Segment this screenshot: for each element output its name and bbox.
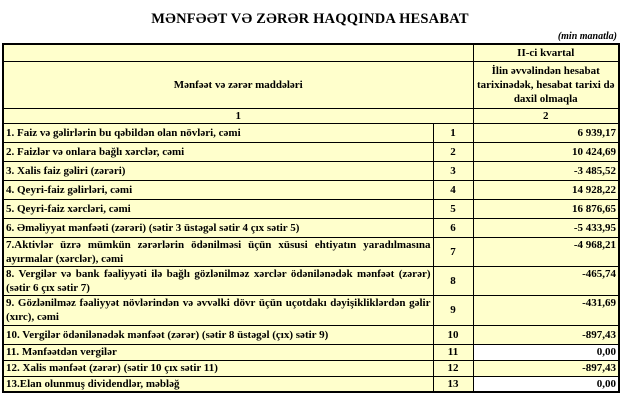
- row-number: 4: [433, 181, 473, 200]
- column-index-items: 1: [3, 109, 473, 124]
- row-label: 6. Əməliyyat mənfəəti (zərəri) (sətir 3 üstəgəl sətir 4 çıx sətir 5): [3, 219, 433, 238]
- row-number: 6: [433, 219, 473, 238]
- row-label: 10. Vergilər ödənilənədək mənfəət (zərər) (sətir 8 üstəgəl (çıx) sətir 9): [3, 325, 433, 344]
- table-row: [3, 219, 619, 238]
- row-number: 5: [433, 200, 473, 219]
- row-number: 13: [433, 376, 473, 392]
- row-label: 3. Xalis faiz gəliri (zərəri): [3, 162, 433, 181]
- table-row: [3, 267, 619, 296]
- table-row: [3, 376, 619, 392]
- row-value: -5 433,95: [473, 219, 619, 238]
- row-value: 14 928,22: [473, 181, 619, 200]
- table-body: [3, 124, 619, 392]
- profit-loss-table: [2, 43, 620, 393]
- row-number: 1: [433, 124, 473, 143]
- page-title: MƏNFƏƏT VƏ ZƏRƏR HAQQINDA HESABAT: [151, 11, 469, 27]
- row-value: 10 424,69: [473, 143, 619, 162]
- row-value: -4 968,21: [473, 238, 619, 267]
- row-label: 13.Elan olunmuş dividendlər, məbləğ: [3, 376, 433, 392]
- row-value: 0,00: [473, 376, 619, 392]
- header-value-cell: İlin əvvəlindən hesabat tarixinədək, hesabat tarixi də daxil olmaqla: [473, 62, 619, 109]
- row-value: 0,00: [473, 344, 619, 360]
- row-label: 12. Xalis mənfəət (zərər) (sətir 10 çıx sətir 11): [3, 360, 433, 376]
- header-empty-cell: [3, 44, 473, 62]
- row-label: 1. Faiz və gəlirlərin bu qəbildən olan növləri, cəmi: [3, 124, 433, 143]
- table-row: [3, 143, 619, 162]
- row-label: 4. Qeyri-faiz gəlirləri, cəmi: [3, 181, 433, 200]
- row-value: -897,43: [473, 325, 619, 344]
- header-row-column-index: [3, 109, 619, 124]
- row-number: 3: [433, 162, 473, 181]
- table-header: [3, 44, 619, 124]
- row-number: 10: [433, 325, 473, 344]
- row-label: 11. Mənfəətdən vergilər: [3, 344, 433, 360]
- row-number: 8: [433, 267, 473, 296]
- row-value: -431,69: [473, 296, 619, 325]
- row-number: 2: [433, 143, 473, 162]
- header-period-cell: II-ci kvartal: [473, 44, 619, 62]
- table-row: [3, 296, 619, 325]
- header-row-period: [3, 44, 619, 62]
- table-row: [3, 181, 619, 200]
- row-label: 2. Faizlər və onlara bağlı xərclər, cəmi: [3, 143, 433, 162]
- row-label: 9. Gözlənilməz fəaliyyət növlərindən və əvvəlki dövr üçün uçotdakı dəyişikliklərdən gəlir (xırc), cəmi: [3, 296, 433, 325]
- table-row: [3, 344, 619, 360]
- row-number: 9: [433, 296, 473, 325]
- header-items-cell: Mənfəət və zərər maddələri: [3, 62, 473, 109]
- table-row: [3, 124, 619, 143]
- row-value: -897,43: [473, 360, 619, 376]
- table-row: [3, 325, 619, 344]
- row-value: 6 939,17: [473, 124, 619, 143]
- header-row-labels: [3, 62, 619, 109]
- row-value: -3 485,52: [473, 162, 619, 181]
- table-row: [3, 360, 619, 376]
- row-number: 12: [433, 360, 473, 376]
- unit-note: (min manatla): [557, 31, 617, 42]
- table-row: [3, 200, 619, 219]
- column-index-value: 2: [473, 109, 619, 124]
- table-row: [3, 238, 619, 267]
- row-label: 5. Qeyri-faiz xərcləri, cəmi: [3, 200, 433, 219]
- row-value: -465,74: [473, 267, 619, 296]
- row-label: 7.Aktivlər üzrə mümkün zərərlərin ödənilməsi üçün xüsusi ehtiyatın yaradılmasına ayırmalar (xərclər), cəmi: [3, 238, 433, 267]
- row-number: 7: [433, 238, 473, 267]
- row-label: 8. Vergilər və bank fəaliyyəti ilə bağlı gözlənilməz xərclər ödənilənədək mənfəət (zərər) (sətir 6 çıx sətir 7): [3, 267, 433, 296]
- row-value: 16 876,65: [473, 200, 619, 219]
- row-number: 11: [433, 344, 473, 360]
- table-row: [3, 162, 619, 181]
